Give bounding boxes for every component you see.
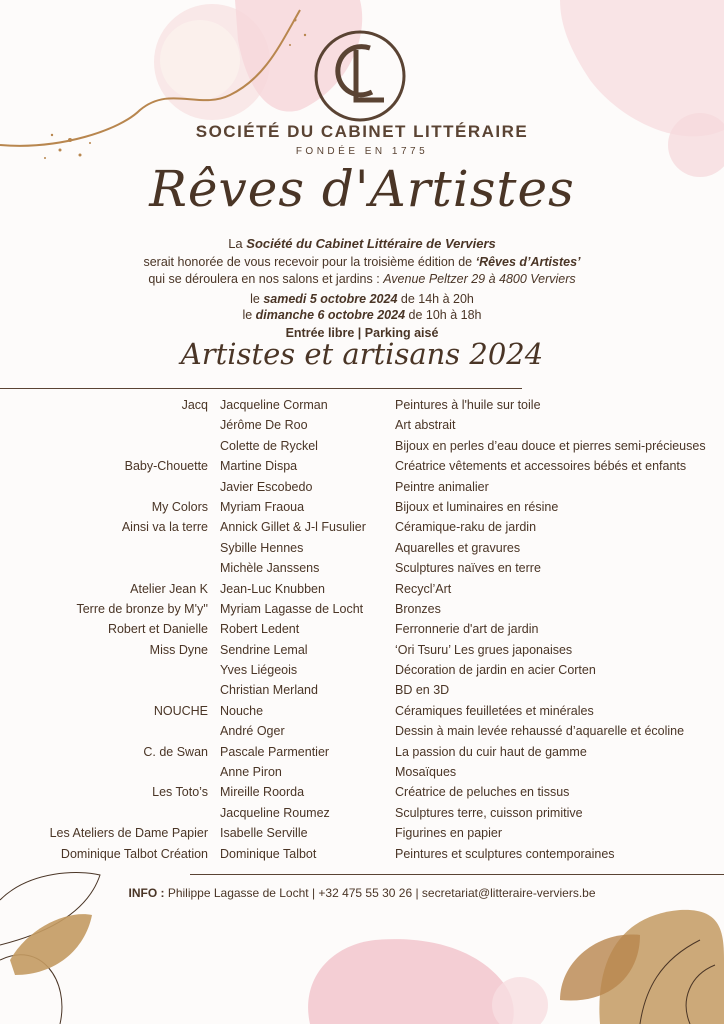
artist-description: Peintures et sculptures contemporaines: [395, 846, 615, 861]
contact-info: INFO : Philippe Lagasse de Locht | +32 475 55 30 26 | secretariat@litteraire-verviers.be: [128, 886, 596, 900]
artist-description: Bijoux et luminaires en résine: [395, 499, 559, 514]
artist-description: ‘Ori Tsuru’ Les grues japonaises: [395, 642, 573, 657]
artist-name: Pascale Parmentier: [220, 744, 330, 759]
artist-row: [0, 500, 724, 520]
artist-row: [0, 785, 724, 805]
artist-row: [0, 765, 724, 785]
artist-name: Anne Piron: [220, 765, 282, 780]
artist-name: Martine Dispa: [220, 459, 298, 474]
entry-parking: Entrée libre | Parking aisé: [285, 326, 439, 340]
gold-leaf-bottom-right: [599, 910, 724, 1024]
artist-row: [0, 806, 724, 826]
artist-name: Jacqueline Corman: [220, 398, 328, 412]
artist-name: Jérôme De Roo: [220, 418, 308, 433]
artist-description: Sculptures naïves en terre: [395, 561, 541, 576]
artist-description: Peintures à l'huile sur toile: [395, 398, 541, 412]
artist-name: Yves Liégeois: [220, 663, 298, 678]
artist-name: Jacqueline Roumez: [220, 805, 330, 820]
artist-brand: C. de Swan: [143, 744, 208, 759]
artist-description: Mosaïques: [395, 765, 457, 780]
leaf-outline-bottom-left: [0, 873, 100, 945]
artist-name: Michèle Janssens: [220, 561, 320, 576]
artist-name: Javier Escobedo: [220, 479, 313, 494]
artist-description: Peintre animalier: [395, 479, 489, 494]
artist-row: [0, 745, 724, 765]
artist-name: Isabelle Serville: [220, 826, 308, 841]
gold-leaf-bottom-right-2: [560, 934, 640, 1000]
artist-name: Dominique Talbot: [220, 846, 317, 861]
artist-name: Christian Merland: [220, 683, 318, 698]
artist-description: BD en 3D: [395, 683, 450, 698]
artist-description: Décoration de jardin en acier Corten: [395, 663, 596, 678]
artist-brand: Miss Dyne: [149, 642, 208, 657]
artist-row: [0, 724, 724, 744]
artist-description: Recycl’Art: [395, 581, 452, 596]
leaf-outline-bottom-right: [640, 940, 700, 1024]
artist-name: Mireille Roorda: [220, 785, 305, 800]
leaf-outline-bottom-left-2: [0, 955, 62, 1024]
artist-brand: Atelier Jean K: [130, 581, 208, 596]
pink-wash-top-left: [154, 4, 270, 120]
pink-wash-bottom-right: [492, 977, 548, 1024]
artist-row: [0, 398, 724, 418]
artist-name: André Oger: [220, 724, 285, 739]
artist-brand: Robert et Danielle: [107, 622, 208, 637]
leaf-outline-bottom-right-2: [686, 965, 715, 1024]
artist-brand: Dominique Talbot Création: [60, 846, 208, 861]
artist-description: La passion du cuir haut de gamme: [395, 744, 587, 759]
artist-row: [0, 826, 724, 846]
society-name: SOCIÉTÉ DU CABINET LITTÉRAIRE: [195, 122, 529, 141]
artist-description: Ferronnerie d'art de jardin: [395, 622, 539, 637]
artist-brand: Les Toto’s: [152, 785, 208, 800]
date-saturday: le samedi 5 octobre 2024 de 14h à 20h: [250, 292, 474, 306]
pink-wash-top-right: [560, 0, 724, 136]
artist-description: Créatrice vêtements et accessoires bébés et enfants: [395, 459, 687, 474]
artist-row: [0, 663, 724, 683]
artist-brand: Terre de bronze by M'y'': [76, 601, 208, 616]
rule-top: [0, 388, 522, 389]
intro-line-1: La Société du Cabinet Littéraire de Verviers: [228, 236, 496, 251]
artist-name: Sybille Hennes: [220, 540, 304, 555]
artist-row: [0, 847, 724, 867]
artist-row: [0, 582, 724, 602]
artist-description: Sculptures terre, cuisson primitive: [395, 805, 583, 820]
artist-name: Myriam Fraoua: [220, 499, 305, 514]
artist-description: Créatrice de peluches en tissus: [395, 785, 570, 800]
date-sunday: le dimanche 6 octobre 2024 de 10h à 18h: [242, 308, 482, 322]
rule-bottom: [190, 874, 724, 875]
pink-wash-top-left-inner: [160, 20, 240, 100]
artist-description: Bronzes: [395, 601, 441, 616]
artist-row: [0, 418, 724, 438]
artist-description: Bijoux en perles d’eau douce et pierres semi-précieuses: [395, 438, 706, 453]
artist-brand: Ainsi va la terre: [121, 520, 208, 535]
pink-blob-bottom: [308, 939, 514, 1024]
intro-line-3: qui se déroulera en nos salons et jardins : Avenue Peltzer 29 à 4800 Verviers: [148, 272, 576, 286]
artist-row: [0, 622, 724, 642]
artist-row: [0, 561, 724, 581]
gold-leaf-bottom-left: [10, 914, 92, 975]
artist-row: [0, 439, 724, 459]
artist-name: Annick Gillet & J-l Fusulier: [220, 520, 366, 535]
artist-description: Céramiques feuilletées et minérales: [395, 703, 594, 718]
artist-brand: Les Ateliers de Dame Papier: [49, 826, 208, 841]
artist-name: Colette de Ryckel: [220, 438, 318, 453]
artist-row: [0, 541, 724, 561]
artist-name: Nouche: [220, 703, 264, 718]
artist-row: [0, 480, 724, 500]
artist-row: [0, 602, 724, 622]
artist-name: Sendrine Lemal: [220, 642, 308, 657]
artist-brand: My Colors: [151, 499, 208, 514]
cl-monogram-logo: [312, 28, 408, 124]
artist-description: Dessin à main levée rehaussé d’aquarelle et écoline: [395, 724, 685, 739]
artist-name: Myriam Lagasse de Locht: [220, 601, 364, 616]
intro-line-2: serait honorée de vous recevoir pour la troisième édition de ‘Rêves d’Artistes’: [143, 255, 581, 269]
artist-description: Aquarelles et gravures: [395, 540, 521, 555]
artist-name: Robert Ledent: [220, 622, 300, 637]
founded-year: FONDÉE EN 1775: [295, 146, 429, 157]
artist-row: [0, 643, 724, 663]
artist-row: [0, 459, 724, 479]
artist-description: Figurines en papier: [395, 826, 503, 841]
artist-row: [0, 520, 724, 540]
artists-subtitle: Artistes et artisans 2024: [180, 337, 544, 371]
artist-list: [0, 398, 724, 867]
artist-description: Art abstrait: [395, 418, 456, 433]
artist-name: Jean-Luc Knubben: [220, 581, 325, 596]
artist-brand: Baby-Chouette: [124, 459, 208, 474]
artist-row: [0, 704, 724, 724]
artist-row: [0, 683, 724, 703]
artist-brand: Jacq: [181, 398, 208, 412]
artist-brand: NOUCHE: [153, 703, 208, 718]
artist-description: Céramique-raku de jardin: [395, 520, 537, 535]
event-title: Rêves d'Artistes: [149, 160, 575, 218]
